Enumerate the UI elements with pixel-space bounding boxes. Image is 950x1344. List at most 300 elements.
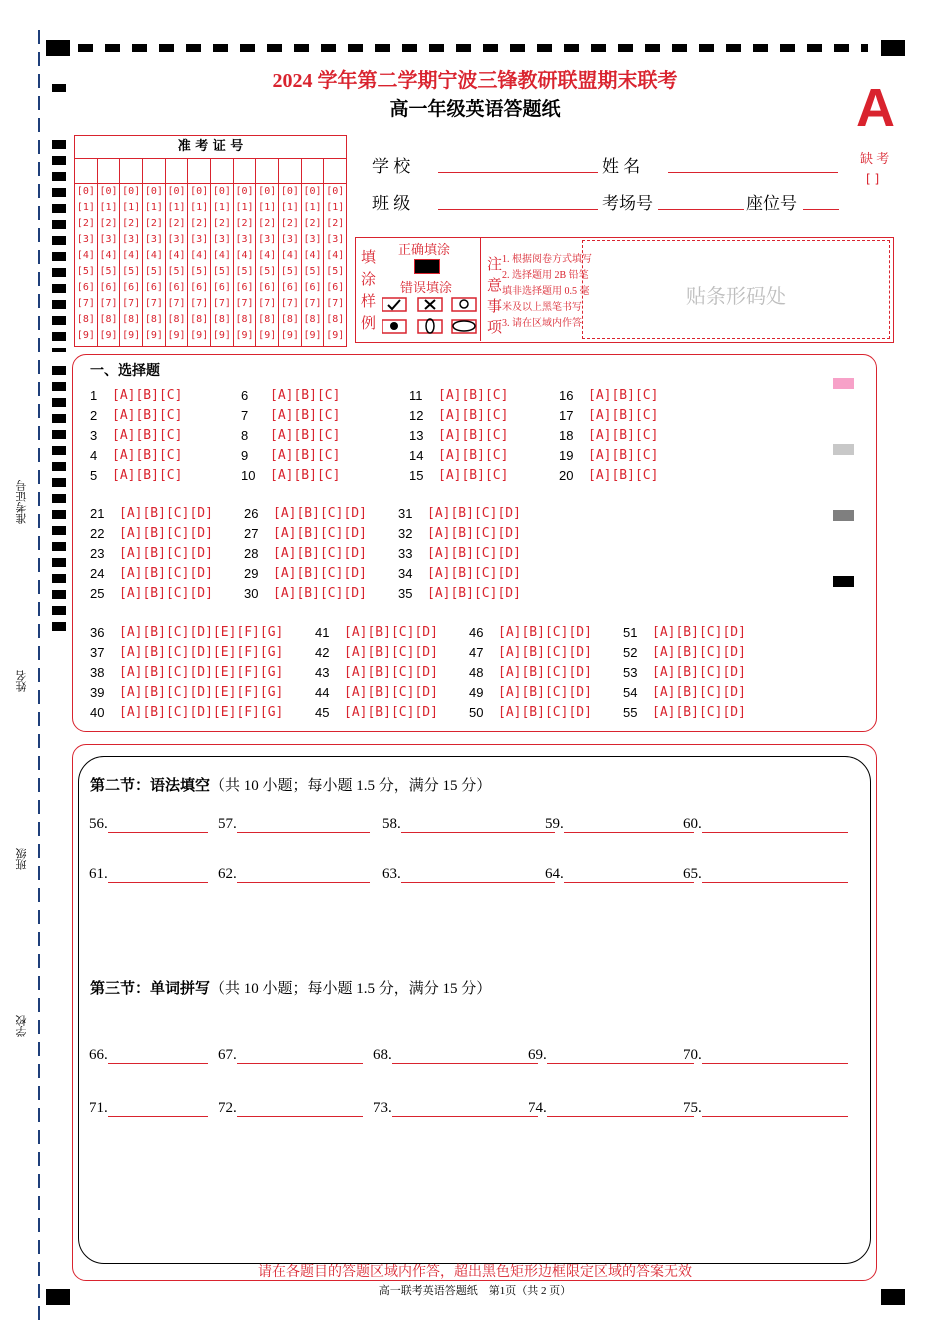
blank-number: 69. [528,1047,547,1063]
id-digit-bubble[interactable]: [0] [190,186,209,197]
id-digit-bubble[interactable]: [5] [99,266,118,277]
id-digit-bubble[interactable]: [4] [303,250,322,261]
id-digit-bubble[interactable]: [2] [280,218,299,229]
mc-options[interactable]: [A][B][C][D] [119,506,213,521]
mc-question-number: 38 [90,665,105,680]
id-digit-bubble[interactable]: [2] [167,218,186,229]
mc-question-number: 43 [315,665,330,680]
id-digit-bubble[interactable]: [4] [99,250,118,261]
blank-number: 61. [89,866,108,882]
id-digit-bubble[interactable]: [5] [167,266,186,277]
mc-options[interactable]: [A][B][C][D] [652,705,746,720]
id-digit-bubble[interactable]: [9] [167,330,186,341]
id-digit-bubble[interactable]: [6] [76,282,95,293]
mc-question-number: 3 [90,428,98,443]
id-digit-bubble[interactable]: [3] [280,234,299,245]
id-column [120,159,143,346]
id-digit-bubble[interactable]: [4] [258,250,277,261]
mc-options[interactable]: [A][B][C][D] [652,665,746,680]
mc-options[interactable]: [A][B][C] [112,468,183,483]
mc-options[interactable]: [A][B][C][D] [427,566,521,581]
seat-field[interactable] [803,209,839,210]
mc-question-number: 12 [409,408,424,423]
id-digit-bubble[interactable]: [5] [190,266,209,277]
mc-options[interactable]: [A][B][C][D] [119,566,213,581]
wrong-fill-label: 错误填涂 [400,281,453,296]
id-digit-bubble[interactable]: [4] [212,250,231,261]
id-digit-bubble[interactable]: [1] [144,202,163,213]
id-digit-bubble[interactable]: [0] [235,186,254,197]
answer-blank-line[interactable] [392,1049,538,1064]
mc-options[interactable]: [A][B][C][D][E][F][G] [119,665,284,680]
id-digit-bubble[interactable]: [7] [167,298,186,309]
id-digit-bubble[interactable]: [5] [76,266,95,277]
mc-options[interactable]: [A][B][C][D] [498,685,592,700]
id-digit-bubble[interactable]: [1] [280,202,299,213]
calib-pink [833,378,854,389]
sidebar-label-class: 班级 [16,848,28,870]
id-digit-bubble[interactable]: [3] [258,234,277,245]
id-column [143,159,166,346]
version-letter: A [856,78,895,138]
id-digit-bubble[interactable]: [6] [167,282,186,293]
id-digit-write-cell[interactable] [256,159,278,184]
id-digit-bubble[interactable]: [3] [235,234,254,245]
mc-options[interactable]: [A][B][C][D][E][F][G] [119,625,284,640]
id-digit-bubble[interactable]: [7] [280,298,299,309]
id-digit-bubble[interactable]: [5] [326,266,345,277]
mc-question-number: 32 [398,526,413,541]
answer-blank-line[interactable] [547,1049,694,1064]
seat-label: 座位号 [746,194,797,213]
name-label: 姓 名 [602,157,641,176]
school-label: 学 校 [372,157,411,176]
mc-question-number: 45 [315,705,330,720]
id-digit-write-cell[interactable] [234,159,256,184]
id-digit-bubble[interactable]: [7] [258,298,277,309]
mc-options[interactable]: [A][B][C][D] [344,685,438,700]
id-digit-bubble[interactable]: [2] [258,218,277,229]
sidebar-label-school: 学校 [16,1015,28,1037]
id-digit-bubble[interactable]: [0] [122,186,141,197]
id-digit-bubble[interactable]: [2] [326,218,345,229]
answer-blank-line[interactable] [401,868,555,883]
id-digit-bubble[interactable]: [9] [144,330,163,341]
mc-question-number: 34 [398,566,413,581]
id-digit-write-cell[interactable] [302,159,324,184]
mc-options[interactable]: [A][B][C][D] [498,625,592,640]
mc-question-number: 20 [559,468,574,483]
exam-title: 2024 学年第二学期宁波三锋教研联盟期末联考 [272,70,678,92]
id-digit-bubble[interactable]: [7] [326,298,345,309]
id-digit-bubble[interactable]: [8] [99,314,118,325]
id-digit-bubble[interactable]: [6] [190,282,209,293]
divider-v1 [480,238,481,341]
id-digit-bubble[interactable]: [2] [190,218,209,229]
id-digit-bubble[interactable]: [1] [190,202,209,213]
mc-question-number: 19 [559,448,574,463]
mc-question-number: 28 [244,546,259,561]
warning-text: 请在各题目的答题区域内作答，超出黑色矩形边框限定区域的答案无效 [258,1265,692,1280]
mc-options[interactable]: [A][B][C][D] [498,665,592,680]
mc-options[interactable]: [A][B][C][D][E][F][G] [119,705,284,720]
id-digit-bubble[interactable]: [3] [190,234,209,245]
mc-options[interactable]: [A][B][C] [270,428,341,443]
barcode-label: 贴条形码处 [686,284,786,308]
id-digit-bubble[interactable]: [2] [76,218,95,229]
id-digit-bubble[interactable]: [9] [76,330,95,341]
id-digit-bubble[interactable]: [1] [167,202,186,213]
id-digit-bubble[interactable]: [1] [99,202,118,213]
mc-options[interactable]: [A][B][C] [588,388,659,403]
answer-blank-line[interactable] [401,818,555,833]
id-column [98,159,121,346]
id-digit-bubble[interactable]: [1] [235,202,254,213]
id-digit-bubble[interactable]: [6] [280,282,299,293]
id-digit-bubble[interactable]: [8] [76,314,95,325]
mc-question-number: 36 [90,625,105,640]
id-digit-bubble[interactable]: [7] [212,298,231,309]
calib-black [833,576,854,587]
room-label: 考场号 [602,194,653,213]
mc-options[interactable]: [A][B][C] [112,448,183,463]
id-digit-write-cell[interactable] [75,159,97,184]
mc-question-number: 18 [559,428,574,443]
mc-question-number: 47 [469,645,484,660]
answer-blank-line[interactable] [564,868,694,883]
answer-blank-line[interactable] [237,1049,363,1064]
section2-title-bold: 第二节：语法填空 [90,778,211,794]
id-digit-bubble[interactable]: [0] [258,186,277,197]
id-digit-bubble[interactable]: [3] [326,234,345,245]
id-digit-bubble[interactable]: [7] [144,298,163,309]
mc-options[interactable]: [A][B][C][D] [498,705,592,720]
mc-options[interactable]: [A][B][C][D] [652,625,746,640]
id-digit-bubble[interactable]: [0] [212,186,231,197]
id-digit-bubble[interactable]: [8] [280,314,299,325]
blank-item [89,866,208,883]
id-digit-bubble[interactable]: [8] [212,314,231,325]
blank-number: 57. [218,816,237,832]
answer-blank-line[interactable] [108,1102,208,1117]
id-digit-bubble[interactable]: [0] [280,186,299,197]
id-digit-bubble[interactable]: [2] [99,218,118,229]
id-digit-write-cell[interactable] [98,159,120,184]
id-digit-bubble[interactable]: [6] [326,282,345,293]
id-digit-bubble[interactable]: [1] [76,202,95,213]
id-digit-bubble[interactable]: [4] [190,250,209,261]
id-digit-bubble[interactable]: [7] [76,298,95,309]
id-digit-bubble[interactable]: [8] [144,314,163,325]
mc-options[interactable]: [A][B][C][D] [119,586,213,601]
mc-options[interactable]: [A][B][C][D] [273,526,367,541]
mc-question-number: 46 [469,625,484,640]
id-column [75,159,98,346]
id-digit-bubble[interactable]: [7] [303,298,322,309]
mc-question-number: 52 [623,645,638,660]
id-digit-write-cell[interactable] [324,159,346,184]
blank-item [683,816,848,833]
mc-options[interactable]: [A][B][C][D] [344,665,438,680]
mc-question-number: 17 [559,408,574,423]
mc-options[interactable]: [A][B][C] [588,468,659,483]
id-digit-bubble[interactable]: [3] [122,234,141,245]
id-digit-bubble[interactable]: [1] [258,202,277,213]
mc-options[interactable]: [A][B][C] [438,468,509,483]
answer-blank-line[interactable] [702,868,848,883]
mc-options[interactable]: [A][B][C][D] [119,546,213,561]
id-digit-bubble[interactable]: [4] [280,250,299,261]
id-digit-bubble[interactable]: [6] [144,282,163,293]
id-digit-bubble[interactable]: [0] [144,186,163,197]
wrong-fill-icons [382,297,478,337]
id-digit-bubble[interactable]: [5] [258,266,277,277]
id-digit-write-cell[interactable] [211,159,233,184]
mc-options[interactable]: [A][B][C][D] [273,586,367,601]
id-digit-bubble[interactable]: [2] [122,218,141,229]
blank-number: 71. [89,1100,108,1116]
mc-options[interactable]: [A][B][C] [438,408,509,423]
class-field[interactable] [438,209,598,210]
mc-question-number: 49 [469,685,484,700]
id-column [279,159,302,346]
mc-question-number: 25 [90,586,105,601]
mc-options[interactable]: [A][B][C][D] [273,506,367,521]
blank-item [218,1047,363,1064]
id-digit-bubble[interactable]: [8] [258,314,277,325]
mc-question-number: 14 [409,448,424,463]
blank-item [218,816,370,833]
mc-options[interactable]: [A][B][C] [438,448,509,463]
mc-options[interactable]: [A][B][C] [588,428,659,443]
blank-item [218,866,370,883]
room-field[interactable] [658,209,744,210]
id-digit-bubble[interactable]: [7] [235,298,254,309]
id-digit-bubble[interactable]: [1] [326,202,345,213]
mc-options[interactable]: [A][B][C] [438,388,509,403]
id-digit-bubble[interactable]: [7] [122,298,141,309]
mc-options[interactable]: [A][B][C] [588,448,659,463]
id-digit-write-cell[interactable] [120,159,142,184]
id-digit-bubble[interactable]: [0] [303,186,322,197]
mc-options[interactable]: [A][B][C][D] [427,506,521,521]
id-digit-write-cell[interactable] [166,159,188,184]
answer-blank-line[interactable] [392,1102,538,1117]
mc-question-number: 35 [398,586,413,601]
id-digit-bubble[interactable]: [5] [235,266,254,277]
mc-options[interactable]: [A][B][C] [438,428,509,443]
id-digit-bubble[interactable]: [6] [122,282,141,293]
mc-options[interactable]: [A][B][C][D] [498,645,592,660]
mc-options[interactable]: [A][B][C][D][E][F][G] [119,685,284,700]
id-digit-bubble[interactable]: [9] [190,330,209,341]
id-digit-bubble[interactable]: [0] [326,186,345,197]
id-digit-write-cell[interactable] [188,159,210,184]
mc-options[interactable]: [A][B][C] [270,408,341,423]
id-digit-bubble[interactable]: [3] [212,234,231,245]
absent-checkbox[interactable]: [ ] [866,172,880,186]
id-digit-bubble[interactable]: [9] [326,330,345,341]
id-digit-bubble[interactable]: [8] [303,314,322,325]
id-digit-bubble[interactable]: [0] [167,186,186,197]
blank-number: 67. [218,1047,237,1063]
mc-options[interactable]: [A][B][C][D] [273,546,367,561]
id-digit-bubble[interactable]: [2] [212,218,231,229]
id-digit-write-cell[interactable] [143,159,165,184]
mc-options[interactable]: [A][B][C][D] [427,586,521,601]
id-digit-bubble[interactable]: [4] [144,250,163,261]
id-digit-bubble[interactable]: [3] [99,234,118,245]
mc-options[interactable]: [A][B][C][D] [344,705,438,720]
id-digit-bubble[interactable]: [6] [212,282,231,293]
id-digit-bubble[interactable]: [9] [303,330,322,341]
mc-options[interactable]: [A][B][C] [112,428,183,443]
id-digit-bubble[interactable]: [1] [122,202,141,213]
mc-options[interactable]: [A][B][C] [112,408,183,423]
mc-question-number: 53 [623,665,638,680]
mc-question-number: 51 [623,625,638,640]
id-digit-bubble[interactable]: [9] [122,330,141,341]
answer-blank-line[interactable] [108,818,208,833]
section2-title [90,774,491,795]
mc-question-number: 37 [90,645,105,660]
note-2: 2. 选择题用 2B 铅笔 [502,270,589,281]
id-digit-bubble[interactable]: [1] [212,202,231,213]
id-digit-bubble[interactable]: [5] [212,266,231,277]
blank-item [683,1100,848,1117]
mc-question-number: 30 [244,586,259,601]
id-digit-bubble[interactable]: [6] [303,282,322,293]
mc-question-number: 5 [90,468,98,483]
id-digit-bubble[interactable]: [9] [235,330,254,341]
id-digit-bubble[interactable]: [7] [99,298,118,309]
notes-side-label: 注意事项 [487,255,503,336]
answer-blank-line[interactable] [547,1102,694,1117]
id-digit-bubble[interactable]: [8] [326,314,345,325]
class-label: 班 级 [372,194,411,213]
answer-blank-line[interactable] [108,1049,208,1064]
blank-item [373,1100,538,1117]
blank-item [382,866,555,883]
id-digit-bubble[interactable]: [9] [212,330,231,341]
answer-blank-line[interactable] [237,868,370,883]
mc-question-number: 27 [244,526,259,541]
id-digit-bubble[interactable]: [5] [144,266,163,277]
mc-options[interactable]: [A][B][C] [270,448,341,463]
wrong-fill-samples [382,297,478,337]
answer-blank-line[interactable] [702,1102,848,1117]
id-digit-bubble[interactable]: [7] [190,298,209,309]
id-digit-bubble[interactable]: [3] [76,234,95,245]
calib-light-gray [833,444,854,455]
mc-options[interactable]: [A][B][C][D] [344,645,438,660]
id-digit-bubble[interactable]: [6] [235,282,254,293]
id-digit-bubble[interactable]: [5] [122,266,141,277]
answer-blank-line[interactable] [564,818,694,833]
name-field[interactable] [668,172,838,173]
mc-options[interactable]: [A][B][C] [270,468,341,483]
id-digit-bubble[interactable]: [4] [326,250,345,261]
mc-options[interactable]: [A][B][C][D] [652,645,746,660]
id-digit-write-cell[interactable] [279,159,301,184]
id-digit-bubble[interactable]: [9] [280,330,299,341]
blank-item [382,816,555,833]
blank-number: 59. [545,816,564,832]
answer-blank-line[interactable] [702,1049,848,1064]
mc-question-number: 13 [409,428,424,443]
blank-number: 56. [89,816,108,832]
id-digit-bubble[interactable]: [9] [99,330,118,341]
id-number-box [74,135,347,347]
id-columns [75,159,346,346]
mc-options[interactable]: [A][B][C][D][E][F][G] [119,645,284,660]
blank-number: 73. [373,1100,392,1116]
id-column [166,159,189,346]
id-digit-bubble[interactable]: [5] [303,266,322,277]
school-field[interactable] [438,172,598,173]
note-3: 填非选择题用 0.5 毫 [502,286,590,297]
mc-options[interactable]: [A][B][C] [270,388,341,403]
answer-blank-line[interactable] [237,818,370,833]
id-digit-bubble[interactable]: [8] [190,314,209,325]
mc-options[interactable]: [A][B][C][D] [119,526,213,541]
mc-options[interactable]: [A][B][C] [588,408,659,423]
id-digit-bubble[interactable]: [3] [167,234,186,245]
id-digit-bubble[interactable]: [5] [280,266,299,277]
answer-blank-line[interactable] [108,868,208,883]
blank-number: 63. [382,866,401,882]
id-digit-bubble[interactable]: [6] [258,282,277,293]
id-digit-bubble[interactable]: [3] [144,234,163,245]
mc-options[interactable]: [A][B][C][D] [344,625,438,640]
mc-question-number: 4 [90,448,98,463]
mc-options[interactable]: [A][B][C] [112,388,183,403]
id-digit-bubble[interactable]: [0] [99,186,118,197]
id-column [256,159,279,346]
blank-number: 75. [683,1100,702,1116]
id-digit-bubble[interactable]: [4] [235,250,254,261]
id-digit-bubble[interactable]: [3] [303,234,322,245]
id-digit-bubble[interactable]: [6] [99,282,118,293]
id-digit-bubble[interactable]: [4] [122,250,141,261]
mc-question-number: 24 [90,566,105,581]
mc-question-number: 7 [241,408,249,423]
mc-options[interactable]: [A][B][C][D] [273,566,367,581]
id-digit-bubble[interactable]: [8] [122,314,141,325]
mc-question-number: 15 [409,468,424,483]
id-digit-bubble[interactable]: [2] [235,218,254,229]
answer-blank-line[interactable] [237,1102,363,1117]
id-digit-bubble[interactable]: [9] [258,330,277,341]
id-digit-bubble[interactable]: [2] [303,218,322,229]
blank-item [545,816,694,833]
note-5: 3. 请在区域内作答 [502,318,582,329]
mc-question-number: 50 [469,705,484,720]
id-digit-bubble[interactable]: [4] [76,250,95,261]
id-digit-bubble[interactable]: [0] [76,186,95,197]
mc-options[interactable]: [A][B][C][D] [427,546,521,561]
blank-number: 64. [545,866,564,882]
blank-item [89,1047,208,1064]
mc-options[interactable]: [A][B][C][D] [652,685,746,700]
id-digit-bubble[interactable]: [4] [167,250,186,261]
answer-blank-line[interactable] [702,818,848,833]
id-digit-bubble[interactable]: [1] [303,202,322,213]
id-digit-bubble[interactable]: [8] [167,314,186,325]
mc-options[interactable]: [A][B][C][D] [427,526,521,541]
id-digit-bubble[interactable]: [8] [235,314,254,325]
id-digit-bubble[interactable]: [2] [144,218,163,229]
